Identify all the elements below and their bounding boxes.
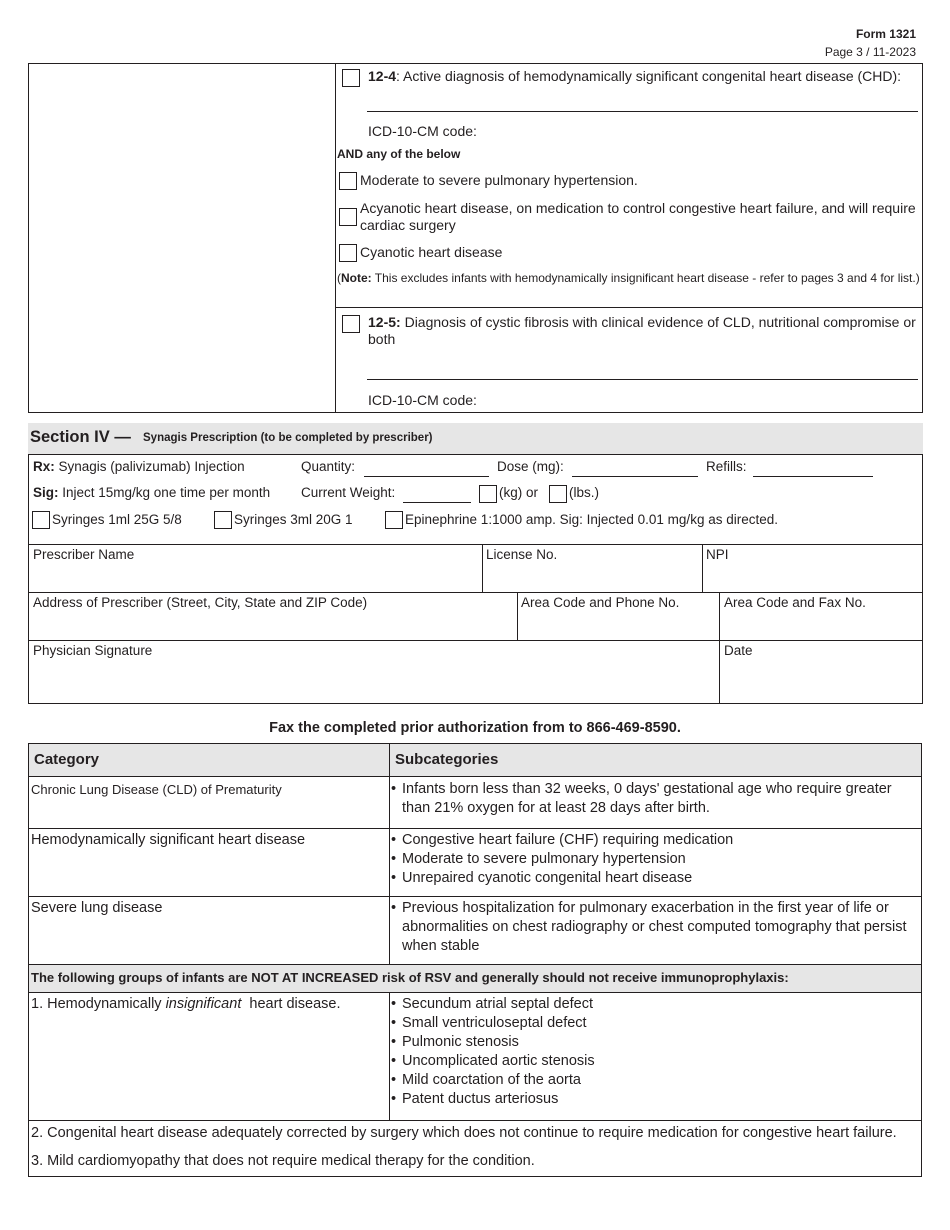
cf-diagnosis-line[interactable] xyxy=(367,379,918,380)
divider xyxy=(28,1120,922,1121)
checkbox-pulmonary-hypertension[interactable] xyxy=(339,172,357,190)
group-1-label: 1. Hemodynamically insignificant heart disease. xyxy=(31,996,341,1012)
weight-field[interactable] xyxy=(403,502,471,503)
syringe-3ml-label: Syringes 3ml 20G 1 xyxy=(234,512,353,527)
note-text: (Note: This excludes infants with hemodynamically insignificant heart disease - refer to pages 3 and 4 for list.) xyxy=(337,271,920,285)
dose-label: Dose (mg): xyxy=(497,459,564,474)
divider xyxy=(28,776,922,777)
list-item: • Uncomplicated aortic stenosis xyxy=(390,1052,918,1071)
phone-label: Area Code and Phone No. xyxy=(521,595,680,610)
checkbox-lbs[interactable] xyxy=(549,485,567,503)
divider xyxy=(28,592,923,593)
quantity-field[interactable] xyxy=(364,476,489,477)
item-12-5-text: 12-5: Diagnosis of cystic fibrosis with clinical evidence of CLD, nutritional compromise or both xyxy=(368,314,916,347)
divider xyxy=(28,992,922,993)
option-cyanotic: Cyanotic heart disease xyxy=(360,244,503,260)
list-item: • Moderate to severe pulmonary hypertension xyxy=(390,850,918,869)
form-number: Form 1321 xyxy=(855,27,916,41)
option-acyanotic: Acyanotic heart disease, on medication to control congestive heart failure, and will require cardiac surgery xyxy=(360,200,916,233)
divider xyxy=(28,640,923,641)
icd-code-label-12-5: ICD-10-CM code: xyxy=(368,392,477,408)
criteria-divider xyxy=(335,63,336,413)
divider xyxy=(28,828,922,829)
page-info: Page 3 / 11-2023 xyxy=(824,45,916,59)
quantity-label: Quantity: xyxy=(301,459,356,474)
divider xyxy=(28,896,922,897)
criteria-block xyxy=(28,63,923,413)
checkbox-acyanotic[interactable] xyxy=(339,208,357,226)
list-item: • Patent ductus arteriosus xyxy=(390,1090,918,1109)
rx-divider xyxy=(28,544,923,545)
section-4-subtitle: Synagis Prescription (to be completed by prescriber) xyxy=(143,432,433,444)
section-4-title: Section IV — xyxy=(30,428,131,446)
subs-cld xyxy=(390,780,918,818)
checkbox-syringe-3ml[interactable] xyxy=(214,511,232,529)
list-item: • Mild coarctation of the aorta xyxy=(390,1071,918,1090)
criteria-row-divider xyxy=(335,307,923,308)
checkbox-cyanotic[interactable] xyxy=(339,244,357,262)
subs-heart-disease xyxy=(390,831,918,888)
item-12-4-text: 12-4: Active diagnosis of hemodynamically significant congenital heart disease (CHD): xyxy=(368,68,902,84)
category-heart-disease: Hemodynamically significant heart disease xyxy=(31,832,306,848)
signature-label: Physician Signature xyxy=(33,643,153,658)
divider xyxy=(719,592,720,704)
subs-severe-lung xyxy=(390,899,918,956)
section-4-header xyxy=(28,423,923,454)
list-item: • Infants born less than 32 weeks, 0 days' gestational age who require greater than 21% oxygen for at least 28 days after birth. xyxy=(390,780,918,818)
lbs-label: (lbs.) xyxy=(569,485,599,500)
dose-field[interactable] xyxy=(572,476,698,477)
checkbox-12-4[interactable] xyxy=(342,69,360,87)
header-subcategories: Subcategories xyxy=(395,751,499,768)
kg-label: (kg) or xyxy=(499,485,539,500)
sig-line: Sig: Inject 15mg/kg one time per month xyxy=(33,485,271,500)
list-item: • Congestive heart failure (CHF) requiring medication xyxy=(390,831,918,850)
list-item: • Secundum atrial septal defect xyxy=(390,995,918,1014)
checkbox-epinephrine[interactable] xyxy=(385,511,403,529)
category-severe-lung: Severe lung disease xyxy=(31,900,163,916)
npi-label: NPI xyxy=(706,547,729,562)
chd-diagnosis-line[interactable] xyxy=(367,111,918,112)
group-2-text: 2. Congenital heart disease adequately corrected by surgery which does not continue to require medication for congestive heart failure. xyxy=(31,1125,897,1141)
checkbox-syringe-1ml[interactable] xyxy=(32,511,50,529)
list-item: • Small ventriculoseptal defect xyxy=(390,1014,918,1033)
group-1-subs xyxy=(390,995,918,1109)
divider xyxy=(517,592,518,640)
address-label: Address of Prescriber (Street, City, State and ZIP Code) xyxy=(33,595,368,610)
list-item: • Pulmonic stenosis xyxy=(390,1033,918,1052)
fax-label: Area Code and Fax No. xyxy=(724,595,866,610)
epinephrine-label: Epinephrine 1:1000 amp. Sig: Injected 0.01 mg/kg as directed. xyxy=(405,512,778,527)
fax-instruction: Fax the completed prior authorization from to 866-469-8590. xyxy=(269,720,681,736)
refills-field[interactable] xyxy=(753,476,873,477)
weight-label: Current Weight: xyxy=(301,485,396,500)
list-item: • Previous hospitalization for pulmonary exacerbation in the first year of life or abnormalities on chest radiography or chest computed tomography that persist when stable xyxy=(390,899,918,956)
refills-label: Refills: xyxy=(706,459,747,474)
prescriber-name-label: Prescriber Name xyxy=(33,547,135,562)
option-pulmonary-hypertension: Moderate to severe pulmonary hypertension. xyxy=(360,172,638,188)
icd-code-label-12-4: ICD-10-CM code: xyxy=(368,123,477,139)
syringe-1ml-label: Syringes 1ml 25G 5/8 xyxy=(52,512,182,527)
header-category: Category xyxy=(34,751,100,768)
divider xyxy=(702,544,703,592)
group-3-text: 3. Mild cardiomyopathy that does not require medical therapy for the condition. xyxy=(31,1153,535,1169)
date-label: Date xyxy=(724,643,753,658)
list-item: • Unrepaired cyanotic congenital heart disease xyxy=(390,869,918,888)
not-increased-header: The following groups of infants are NOT AT INCREASED risk of RSV and generally should not receive immunoprophylaxis: xyxy=(31,970,789,985)
checkbox-kg[interactable] xyxy=(479,485,497,503)
rx-line: Rx: Synagis (palivizumab) Injection xyxy=(33,459,245,474)
license-no-label: License No. xyxy=(486,547,558,562)
category-cld: Chronic Lung Disease (CLD) of Prematurity xyxy=(31,782,282,797)
checkbox-12-5[interactable] xyxy=(342,315,360,333)
and-any-label: AND any of the below xyxy=(337,147,461,161)
divider xyxy=(482,544,483,592)
